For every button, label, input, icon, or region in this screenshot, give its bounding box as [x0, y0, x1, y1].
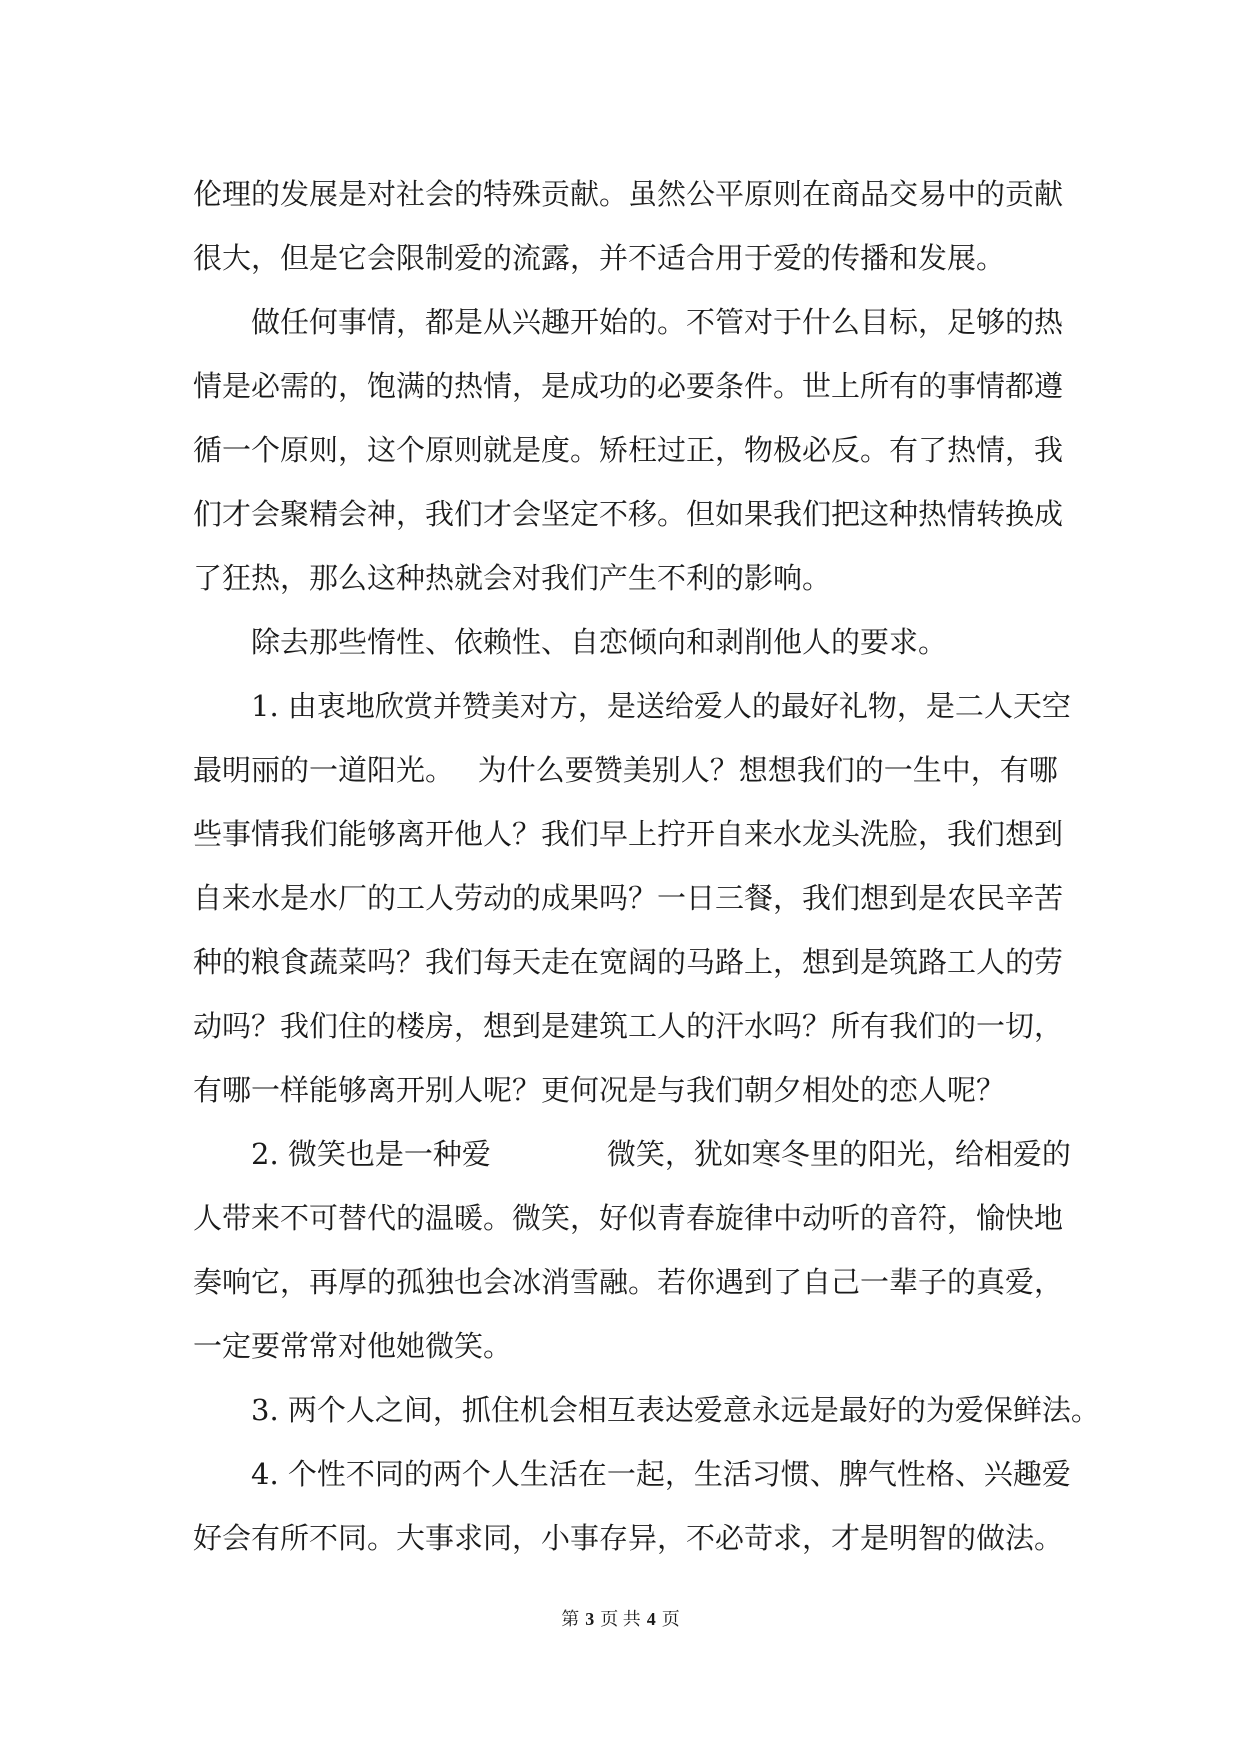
- text-line-2: 很大，但是它会限制爱的流露，并不适合用于爱的传播和发展。: [193, 241, 1006, 275]
- text-line-21: 4. 个性不同的两个人生活在一起，生活习惯、脾气性格、兴趣爱: [251, 1457, 1071, 1491]
- text-line-12: 自来水是水厂的工人劳动的成果吗？一日三餐，我们想到是农民辛苦: [193, 881, 1064, 915]
- text-line-13: 种的粮食蔬菜吗？我们每天走在宽阔的马路上，想到是筑路工人的劳: [193, 945, 1064, 979]
- text-line-9: 1. 由衷地欣赏并赞美对方，是送给爱人的最好礼物，是二人天空: [251, 689, 1071, 723]
- footer-middle: 页 共: [600, 1609, 641, 1629]
- total-pages-number: 4: [646, 1609, 656, 1629]
- body-text: [193, 162, 1100, 1570]
- current-page-number: 3: [585, 1609, 595, 1629]
- text-line-10: 最明丽的一道阳光。 为什么要赞美别人？想想我们的一生中，有哪: [193, 753, 1058, 787]
- text-line-15: 有哪一样能够离开别人呢？更何况是与我们朝夕相处的恋人呢？: [193, 1073, 1006, 1107]
- footer-prefix: 第: [561, 1609, 580, 1629]
- text-line-4: 情是必需的，饱满的热情，是成功的必要条件。世上所有的事情都遵: [193, 369, 1064, 403]
- text-line-8: 除去那些惰性、依赖性、自恋倾向和剥削他人的要求。: [251, 625, 948, 659]
- text-line-20: 3. 两个人之间，抓住机会相互表达爱意永远是最好的为爱保鲜法。: [251, 1393, 1100, 1427]
- text-line-6: 们才会聚精会神，我们才会坚定不移。但如果我们把这种热情转换成: [193, 497, 1064, 531]
- text-line-3: 做任何事情，都是从兴趣开始的。不管对于什么目标，足够的热: [251, 305, 1064, 339]
- text-line-1: 伦理的发展是对社会的特殊贡献。虽然公平原则在商品交易中的贡献: [193, 177, 1064, 211]
- page-footer: [0, 1607, 1241, 1631]
- text-line-5: 循一个原则，这个原则就是度。矫枉过正，物极必反。有了热情，我: [193, 433, 1064, 467]
- text-line-17: 人带来不可替代的温暖。微笑，好似青春旋律中动听的音符，愉快地: [193, 1201, 1064, 1235]
- text-line-14: 动吗？我们住的楼房，想到是建筑工人的汗水吗？所有我们的一切，: [193, 1009, 1064, 1043]
- text-line-22: 好会有所不同。大事求同，小事存异，不必苛求，才是明智的做法。: [193, 1521, 1064, 1555]
- footer-suffix: 页: [661, 1609, 680, 1629]
- text-line-7: 了狂热，那么这种热就会对我们产生不利的影响。: [193, 561, 832, 595]
- text-line-19: 一定要常常对他她微笑。: [193, 1329, 513, 1363]
- text-line-18: 奏响它，再厚的孤独也会冰消雪融。若你遇到了自己一辈子的真爱，: [193, 1265, 1064, 1299]
- text-line-16: 2. 微笑也是一种爱 微笑，犹如寒冬里的阳光，给相爱的: [251, 1137, 1071, 1171]
- text-line-11: 些事情我们能够离开他人？我们早上拧开自来水龙头洗脸，我们想到: [193, 817, 1064, 851]
